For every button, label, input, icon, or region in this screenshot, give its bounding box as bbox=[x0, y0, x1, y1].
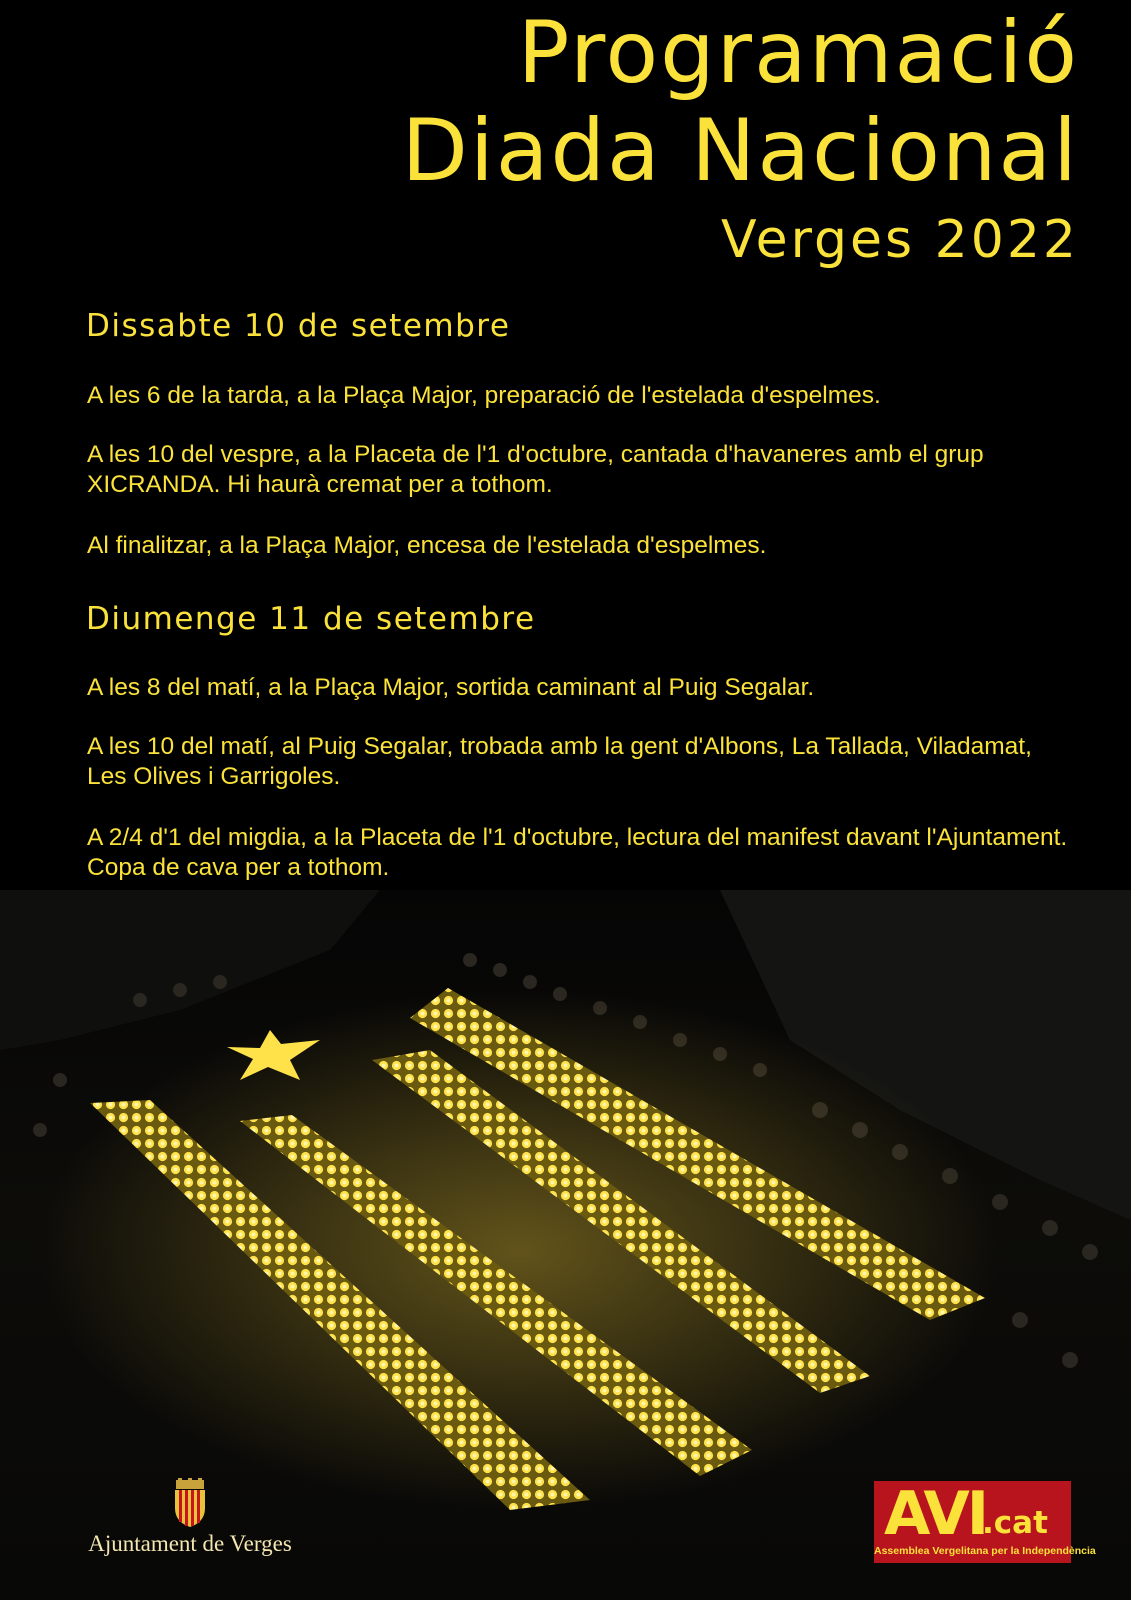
verges-coat-of-arms-icon bbox=[167, 1478, 213, 1528]
saturday-heading: Dissabte 10 de setembre bbox=[86, 308, 511, 344]
avi-logo-text: AVI bbox=[884, 1479, 987, 1549]
title-line-3: Verges 2022 bbox=[721, 210, 1079, 270]
town-hall-logo bbox=[60, 1478, 320, 1568]
avi-full-name: Assemblea Vergelitana per la Independència bbox=[874, 1545, 1096, 1557]
avi-logo bbox=[874, 1479, 1096, 1563]
sunday-event: A les 10 del matí, al Puig Segalar, trobada amb la gent d'Albons, La Tallada, Viladamat, Les Olives i Garrigoles. bbox=[87, 733, 1032, 790]
saturday-event: Al finalitzar, a la Plaça Major, encesa de l'estelada d'espelmes. bbox=[87, 532, 767, 559]
sunday-heading: Diumenge 11 de setembre bbox=[86, 601, 536, 637]
title-line-2: Diada Nacional bbox=[401, 101, 1079, 201]
saturday-event: A les 6 de la tarda, a la Plaça Major, preparació de l'estelada d'espelmes. bbox=[87, 382, 881, 409]
avi-logo-suffix: .cat bbox=[982, 1505, 1048, 1541]
town-hall-label: Ajuntament de Verges bbox=[88, 1531, 292, 1556]
title-line-1: Programació bbox=[517, 3, 1079, 103]
sunday-event: A 2/4 d'1 del migdia, a la Placeta de l'1 d'octubre, lectura del manifest davant l'Ajuntament. Copa de cava per a tothom. bbox=[87, 824, 1068, 881]
saturday-event: A les 10 del vespre, a la Placeta de l'1 d'octubre, cantada d'havaneres amb el grup XICRANDA. Hi haurà cremat per a tothom. bbox=[87, 441, 984, 498]
sunday-event: A les 8 del matí, a la Plaça Major, sortida caminant al Puig Segalar. bbox=[87, 674, 815, 701]
